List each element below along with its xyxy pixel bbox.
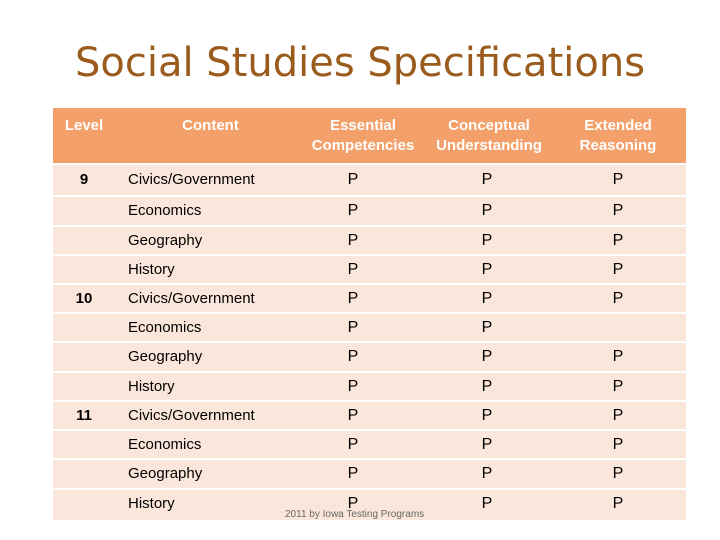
content-cell: Geography xyxy=(128,465,203,482)
header-content: Content xyxy=(182,117,239,134)
table-row xyxy=(53,431,686,460)
essential-check-icon: P xyxy=(347,261,359,278)
conceptual-check-icon: P xyxy=(481,495,493,512)
conceptual-check-icon: P xyxy=(481,436,493,453)
content-cell: Geography xyxy=(128,232,203,249)
conceptual-check-icon: P xyxy=(481,202,493,219)
content-cell: History xyxy=(128,261,175,278)
essential-check-icon: P xyxy=(347,232,359,249)
level-cell: 10 xyxy=(75,290,93,307)
essential-check-icon: P xyxy=(347,436,359,453)
conceptual-check-icon: P xyxy=(481,171,493,188)
header-essential: Essential Competencies xyxy=(311,117,415,154)
content-cell: Civics/Government xyxy=(128,171,255,188)
level-cell: 9 xyxy=(79,171,89,188)
essential-check-icon: P xyxy=(347,290,359,307)
conceptual-check-icon: P xyxy=(481,348,493,365)
table-row xyxy=(53,197,686,227)
essential-check-icon: P xyxy=(347,495,359,512)
extended-check-icon: P xyxy=(612,436,624,453)
conceptual-check-icon: P xyxy=(481,290,493,307)
table-row xyxy=(53,314,686,343)
content-cell: Civics/Government xyxy=(128,407,255,424)
table-row xyxy=(53,256,686,285)
conceptual-check-icon: P xyxy=(481,319,493,336)
extended-check-icon: P xyxy=(612,202,624,219)
extended-check-icon: P xyxy=(612,407,624,424)
essential-check-icon: P xyxy=(347,465,359,482)
content-cell: Economics xyxy=(128,202,202,219)
essential-check-icon: P xyxy=(347,319,359,336)
content-cell: Economics xyxy=(128,436,202,453)
level-cell: 11 xyxy=(76,407,92,424)
essential-check-icon: P xyxy=(347,348,359,365)
header-level: Level xyxy=(64,117,104,134)
essential-check-icon: P xyxy=(347,171,359,188)
extended-check-icon: P xyxy=(612,378,624,395)
content-cell: History xyxy=(128,378,175,395)
conceptual-check-icon: P xyxy=(481,232,493,249)
extended-check-icon: P xyxy=(612,261,624,278)
table-row xyxy=(53,227,686,256)
conceptual-check-icon: P xyxy=(481,465,493,482)
extended-check-icon: P xyxy=(612,232,624,249)
specifications-table xyxy=(53,108,686,520)
header-extended: Extended Reasoning xyxy=(579,117,657,154)
table-row xyxy=(53,165,686,197)
conceptual-check-icon: P xyxy=(481,407,493,424)
table-row xyxy=(53,460,686,490)
footer-credit: 2011 by Iowa Testing Programs xyxy=(285,509,425,520)
extended-check-icon: P xyxy=(612,290,624,307)
conceptual-check-icon: P xyxy=(481,378,493,395)
table-row xyxy=(53,373,686,402)
extended-check-icon: P xyxy=(612,171,624,188)
table-row xyxy=(53,285,686,314)
content-cell: Geography xyxy=(128,348,203,365)
table-row xyxy=(53,343,686,373)
essential-check-icon: P xyxy=(347,202,359,219)
content-cell: Civics/Government xyxy=(128,290,255,307)
essential-check-icon: P xyxy=(347,407,359,424)
table-header xyxy=(53,108,686,165)
extended-check-icon: P xyxy=(612,495,624,512)
header-conceptual: Conceptual Understanding xyxy=(436,117,542,154)
content-cell: Economics xyxy=(128,319,202,336)
table-row xyxy=(53,402,686,431)
page-title: Social Studies Specifications xyxy=(74,40,646,86)
extended-check-icon: P xyxy=(612,348,624,365)
extended-check-icon: P xyxy=(612,465,624,482)
conceptual-check-icon: P xyxy=(481,261,493,278)
essential-check-icon: P xyxy=(347,378,359,395)
content-cell: History xyxy=(128,495,175,512)
